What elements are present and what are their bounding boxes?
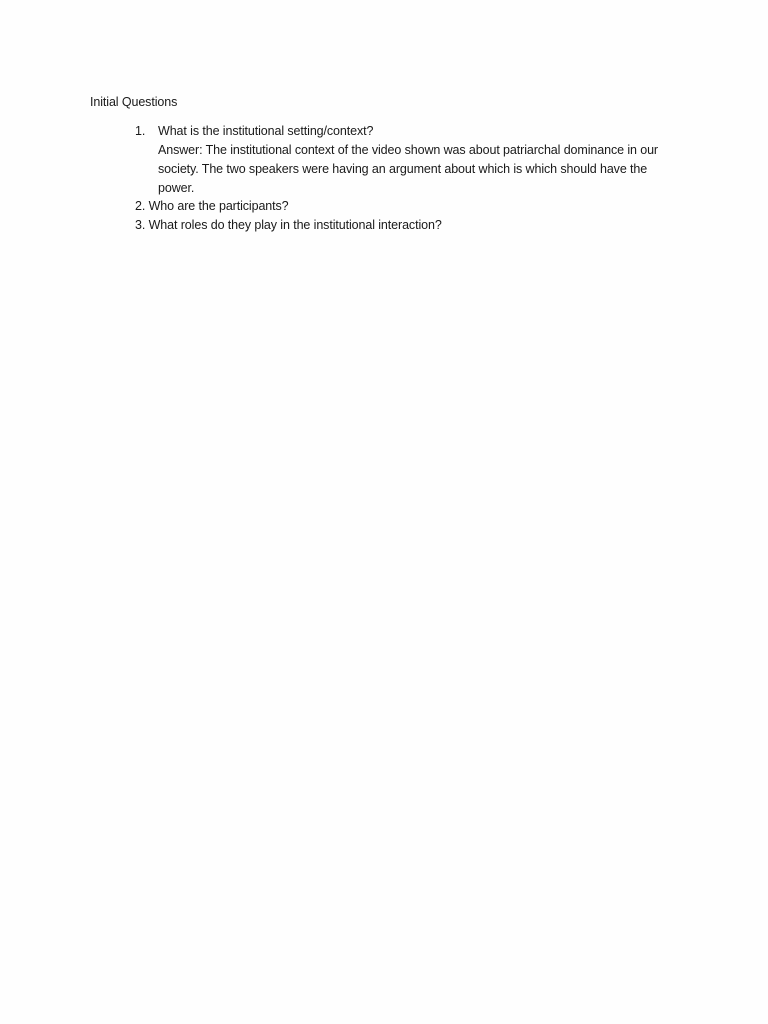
question-text: What is the institutional setting/context? (158, 124, 374, 138)
list-item (135, 122, 675, 198)
document-heading: Initial Questions (90, 95, 178, 109)
list-item: 3. What roles do they play in the institutional interaction? (135, 218, 442, 232)
answer-text: Answer: The institutional context of the video shown was about patriarchal dominance in our society. The two speakers were having an argument about which is which should have the power. (158, 143, 658, 195)
list-item-number: 1. (135, 124, 146, 138)
list-item-body (158, 122, 675, 198)
list-item: 2. Who are the participants? (135, 199, 289, 213)
